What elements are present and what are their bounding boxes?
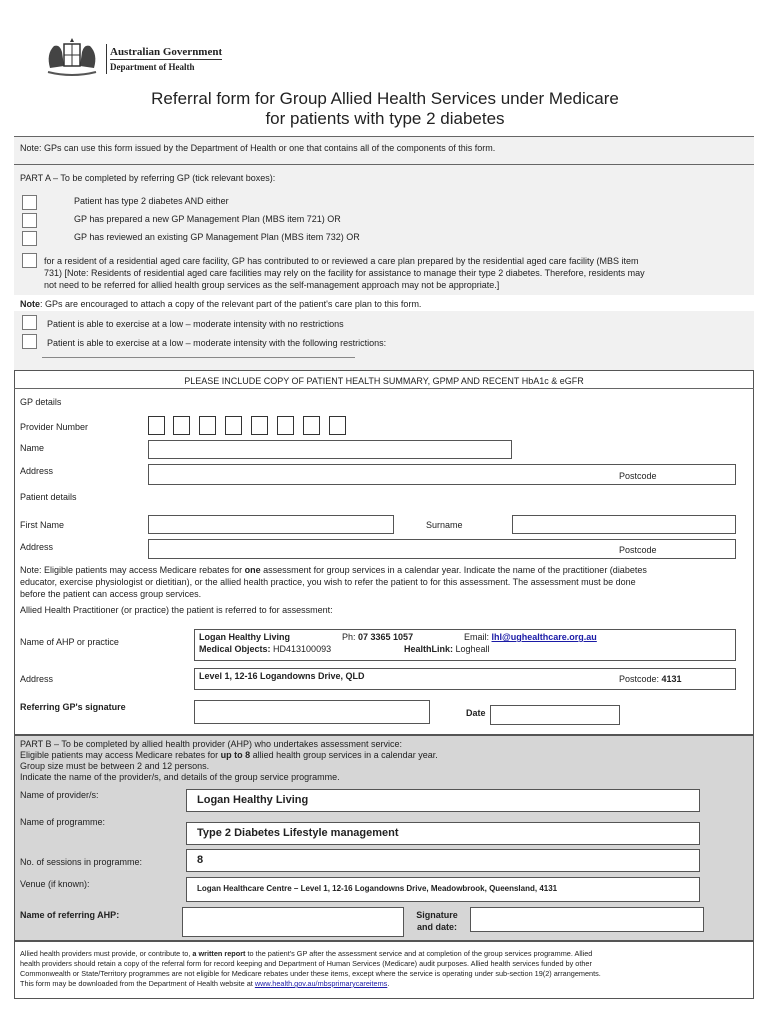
sessions-value: 8 xyxy=(197,854,204,866)
signature-label-1: Signature xyxy=(416,910,458,920)
attach-note-rest: : GPs are encouraged to attach a copy of the relevant part of the patient's care plan to this form. xyxy=(40,299,422,309)
surname-field[interactable] xyxy=(512,515,736,534)
gp-details-label: GP details xyxy=(20,397,62,407)
date-label: Date xyxy=(466,708,486,718)
email-link[interactable]: lhl@ughealthcare.org.au xyxy=(491,632,597,642)
patient-postcode-label: Postcode xyxy=(619,545,657,555)
aged-care-line2: 731) [Note: Residents of residential aged care facilities may rely on the facility for assistance to manage their type 2 diabetes. Therefore, residents may xyxy=(44,268,645,278)
ahp-name-value: Logan Healthy Living xyxy=(199,632,291,642)
footer-line1a: Allied health providers must provide, or contribute to, xyxy=(20,949,193,958)
footer-line1 xyxy=(20,949,592,958)
footer-line1b: a written report xyxy=(192,949,246,958)
sessions-field[interactable] xyxy=(186,849,700,872)
footer-line2: health providers should retain a copy of the referral form for record keeping and Department of Human Services (Medicare) audit purposes. Allied health services funded by other xyxy=(20,959,592,968)
provider-digit-7[interactable] xyxy=(303,416,320,435)
footer-line4 xyxy=(20,979,389,988)
gp-name-label: Name xyxy=(20,443,45,453)
restrictions-line[interactable] xyxy=(42,357,355,358)
form-title-line2: for patients with type 2 diabetes xyxy=(265,109,505,128)
option-type2-diabetes: Patient has type 2 diabetes AND either xyxy=(74,196,229,206)
signature-label-2: and date: xyxy=(416,922,457,932)
ahp-postcode-value: 4131 xyxy=(661,674,682,684)
phone-label: Ph: xyxy=(342,632,359,642)
part-b-line2a: Eligible patients may access Medicare rebates for xyxy=(20,750,221,760)
gp-postcode-label: Postcode xyxy=(619,471,657,481)
referred-to-label: Allied Health Practitioner (or practice) the patient is referred to for assessment: xyxy=(20,605,333,615)
phone-value: 07 3365 1057 xyxy=(358,632,414,642)
aged-care-line3: not need to be referred for allied health group services as the self-management approach may not be appropriate.] xyxy=(44,280,500,290)
footer-line1c: to the patient's GP after the assessment service and at completion of the group services programme. Allied xyxy=(245,949,593,958)
provider-digit-1[interactable] xyxy=(148,416,165,435)
part-b-line2b: up to 8 xyxy=(220,750,251,760)
exercise-no-restrictions: Patient is able to exercise at a low – moderate intensity with no restrictions xyxy=(47,319,344,329)
programme-value: Type 2 Diabetes Lifestyle management xyxy=(197,827,399,839)
eligible-note-1b: one xyxy=(244,565,261,575)
gp-signature-field[interactable] xyxy=(194,700,430,724)
medical-objects-label: Medical Objects: xyxy=(199,644,271,654)
eligible-note-1c: assessment for group services in a calendar year. Indicate the name of the practitioner (diabetes xyxy=(260,565,647,575)
provider-digit-4[interactable] xyxy=(225,416,242,435)
ahp-phone xyxy=(342,632,413,643)
aged-care-line1: for a resident of a residential aged care facility, GP has contributed to or reviewed a care plan prepared by the residential aged care facility (MBS item xyxy=(44,256,639,266)
ahp-address-label: Address xyxy=(20,674,54,684)
form-title-line1: Referral form for Group Allied Health Services under Medicare xyxy=(151,89,619,108)
coat-of-arms-logo xyxy=(42,38,102,78)
attach-note xyxy=(20,299,421,310)
sessions-label: No. of sessions in programme: xyxy=(20,857,143,867)
gp-address-label: Address xyxy=(20,466,54,476)
ahp-email xyxy=(464,632,597,643)
provider-digit-6[interactable] xyxy=(277,416,294,435)
ahp-postcode-label: Postcode: xyxy=(619,674,662,684)
patient-address-label: Address xyxy=(20,542,54,552)
part-a-heading: PART A – To be completed by referring GP (tick relevant boxes): xyxy=(20,173,276,183)
providers-value: Logan Healthy Living xyxy=(197,794,309,806)
footer-line4b: . xyxy=(387,979,390,988)
referring-ahp-label: Name of referring AHP: xyxy=(20,910,120,920)
surname-label: Surname xyxy=(426,520,463,530)
part-b-line2c: allied health group services in a calendar year. xyxy=(250,750,438,760)
part-b-line3: Group size must be between 2 and 12 persons. xyxy=(20,761,210,771)
healthlink-label: HealthLink: xyxy=(404,644,454,654)
part-b-line1: PART B – To be completed by allied health provider (AHP) who undertakes assessment service: xyxy=(20,739,403,749)
checkbox-exercise-no-restrictions[interactable] xyxy=(22,315,37,330)
option-new-gpmp: GP has prepared a new GP Management Plan (MBS item 721) OR xyxy=(74,214,341,224)
checkbox-exercise-restrictions[interactable] xyxy=(22,334,37,349)
ahp-address-value: Level 1, 12-16 Logandowns Drive, QLD xyxy=(199,671,365,681)
option-reviewed-gpmp: GP has reviewed an existing GP Management Plan (MBS item 732) OR xyxy=(74,232,360,242)
provider-digit-2[interactable] xyxy=(173,416,190,435)
ahp-signature-field[interactable] xyxy=(470,907,704,932)
venue-value: Logan Healthcare Centre – Level 1, 12-16 Logandowns Drive, Meadowbrook, Queensland, 4131 xyxy=(197,884,558,893)
gp-signature-label: Referring GP's signature xyxy=(20,702,126,712)
part-b-line2 xyxy=(20,750,438,761)
eligible-note-line2: educator, exercise physiologist or dietitian), or the allied health practice, you wish to refer the patient to for this assessment. The assessment must be done xyxy=(20,577,636,587)
include-copy-banner: PLEASE INCLUDE COPY OF PATIENT HEALTH SUMMARY, GPMP AND RECENT HbA1c & eGFR xyxy=(184,376,584,386)
medical-objects-value: HD413100093 xyxy=(270,644,332,654)
note-top: Note: GPs can use this form issued by the Department of Health or one that contains all of the components of this form. xyxy=(20,143,496,153)
eligible-note-line1 xyxy=(20,565,647,576)
provider-number-label: Provider Number xyxy=(20,422,89,432)
date-field[interactable] xyxy=(490,705,620,725)
footer-line3: Commonwealth or State/Territory programmes are not eligible for Medicare rebates under these items, except where the service is operating under sub-section 19(2) arrangements. xyxy=(20,969,601,978)
checkbox-aged-care[interactable] xyxy=(22,253,37,268)
header-divider xyxy=(106,44,107,74)
first-name-label: First Name xyxy=(20,520,65,530)
department-name: Department of Health xyxy=(110,62,195,72)
provider-digit-8[interactable] xyxy=(329,416,346,435)
gov-underline xyxy=(110,59,222,60)
provider-digit-3[interactable] xyxy=(199,416,216,435)
download-link[interactable]: www.health.gov.au/mbsprimarycareitems xyxy=(254,979,388,988)
providers-label: Name of provider/s: xyxy=(20,790,99,800)
checkbox-type2-diabetes[interactable] xyxy=(22,195,37,210)
eligible-note-line3: before the patient can access group services. xyxy=(20,589,202,599)
medical-objects xyxy=(199,644,331,655)
first-name-field[interactable] xyxy=(148,515,394,534)
patient-details-label: Patient details xyxy=(20,492,77,502)
footer-line4a: This form may be downloaded from the Department of Health website at xyxy=(20,979,255,988)
eligible-note-1a: Note: Eligible patients may access Medicare rebates for xyxy=(20,565,245,575)
email-label: Email: xyxy=(464,632,492,642)
ahp-name-label: Name of AHP or practice xyxy=(20,637,119,647)
banner-rule xyxy=(14,388,754,389)
exercise-restrictions: Patient is able to exercise at a low – moderate intensity with the following restrictions: xyxy=(47,338,387,348)
checkbox-new-gpmp[interactable] xyxy=(22,213,37,228)
gp-name-field[interactable] xyxy=(148,440,512,459)
referring-ahp-field[interactable] xyxy=(182,907,404,937)
checkbox-reviewed-gpmp[interactable] xyxy=(22,231,37,246)
provider-digit-5[interactable] xyxy=(251,416,268,435)
part-b-line4: Indicate the name of the provider/s, and details of the group service programme. xyxy=(20,772,340,782)
venue-label: Venue (if known): xyxy=(20,879,90,889)
gov-name: Australian Government xyxy=(110,46,223,58)
healthlink xyxy=(404,644,490,655)
attach-note-bold: Note xyxy=(20,299,40,309)
ahp-postcode xyxy=(619,674,682,685)
programme-label: Name of programme: xyxy=(20,817,106,827)
healthlink-value: Logheall xyxy=(453,644,490,654)
